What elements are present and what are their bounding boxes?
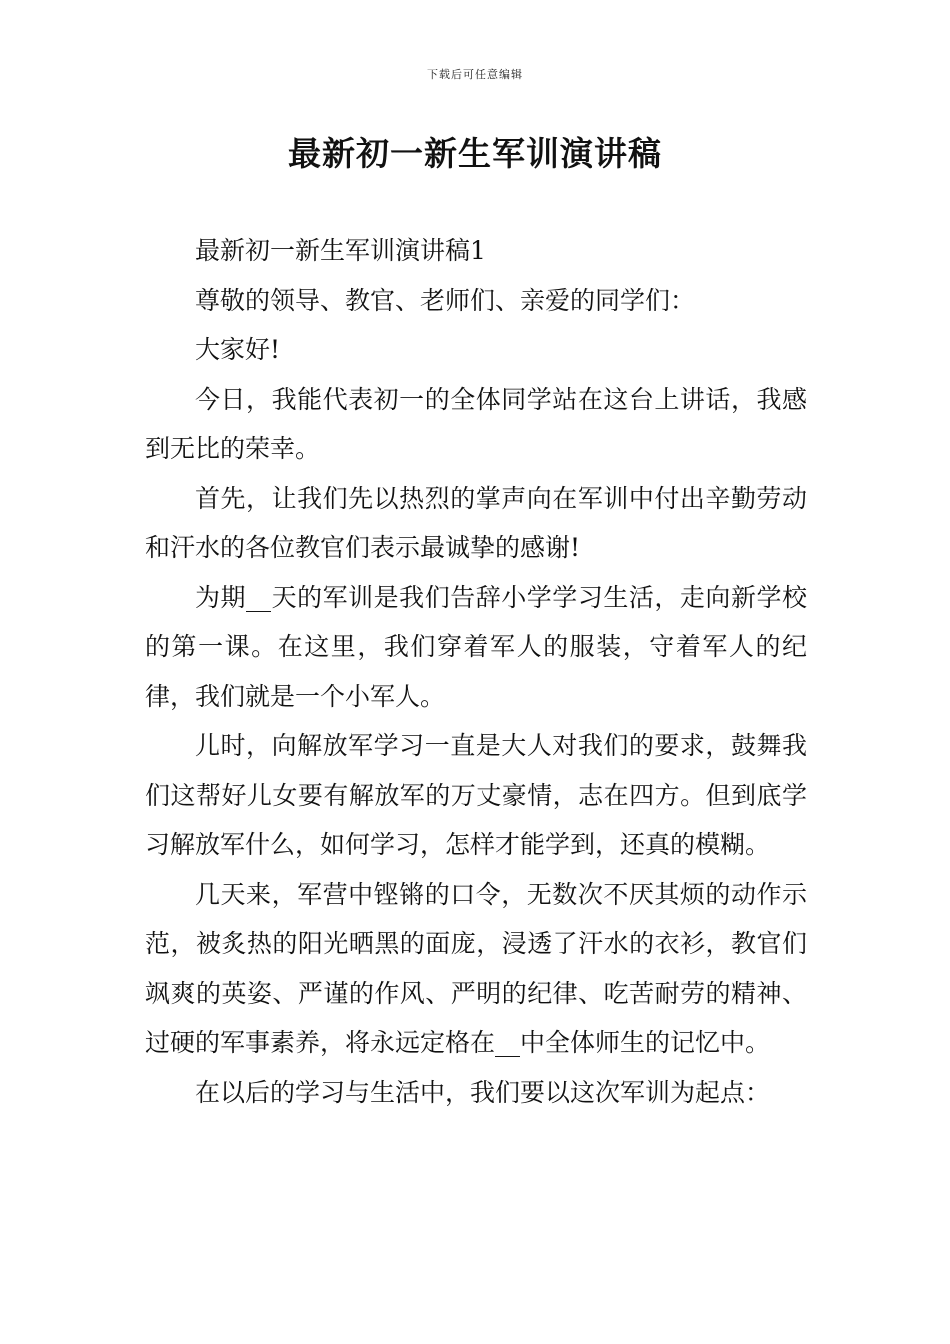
paragraph: 在以后的学习与生活中，我们要以这次军训为起点：	[195, 1077, 771, 1107]
paragraph: 今日，我能代表初一的全体同学站在这台上讲话，我感到无比的荣幸。	[145, 384, 807, 463]
paragraph: 为期__天的军训是我们告辞小学学习生活，走向新学校的第一课。在这里，我们穿着军人的服装，守着军人的纪律，我们就是一个小军人。	[145, 582, 807, 711]
paragraph: 几天来，军营中铿锵的口令，无数次不厌其烦的动作示范，被炙热的阳光晒黑的面庞，浸透了汗水的衣衫，教官们飒爽的英姿、严谨的作风、严明的纪律、吃苦耐劳的精神、过硬的军事素养，将永远定格在__中全体师生的记忆中。	[145, 879, 807, 1057]
document-title: 最新初一新生军训演讲稿	[288, 134, 662, 173]
paragraph: 尊敬的领导、教官、老师们、亲爱的同学们：	[195, 285, 696, 315]
paragraph: 最新初一新生军训演讲稿1	[195, 236, 486, 265]
header-note: 下载后可任意编辑	[427, 68, 523, 81]
paragraph: 儿时，向解放军学习一直是大人对我们的要求，鼓舞我们这帮好儿女要有解放军的万丈豪情，志在四方。但到底学习解放军什么，如何学习，怎样才能学到，还真的模糊。	[145, 731, 807, 859]
paragraph: 首先，让我们先以热烈的掌声向在军训中付出辛勤劳动和汗水的各位教官们表示最诚挚的感谢!	[145, 483, 807, 562]
paragraph: 大家好!	[195, 335, 281, 364]
document-body	[145, 226, 807, 1117]
